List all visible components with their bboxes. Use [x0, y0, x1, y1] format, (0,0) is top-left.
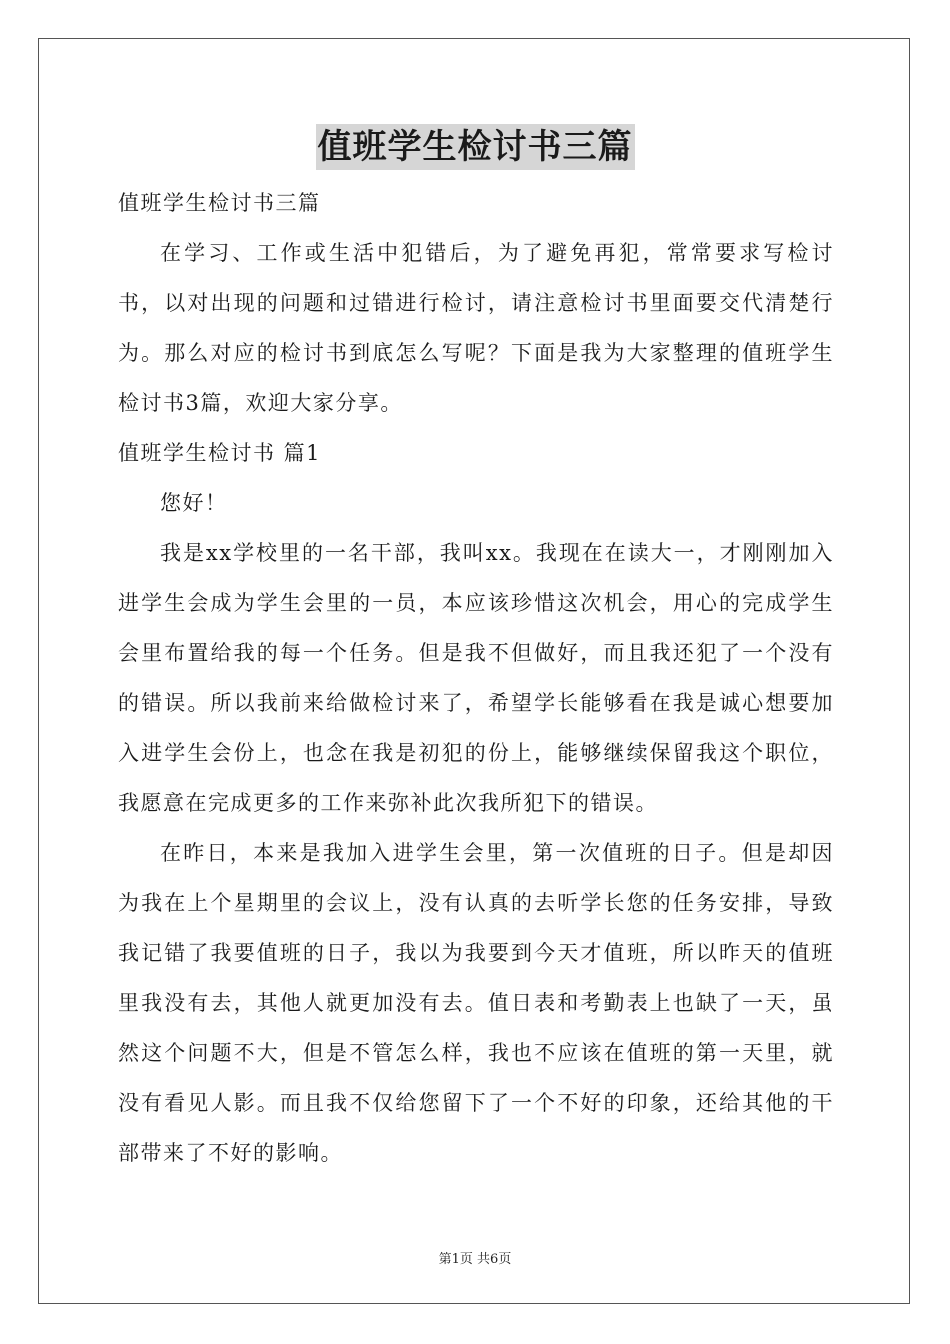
document-subtitle: 值班学生检讨书三篇 — [118, 191, 321, 215]
body-paragraph-2: 在昨日，本来是我加入进学生会里，第一次值班的日子。但是却因为我在上个星期里的会议上，没有认真的去听学长您的任务安排，导致我记错了我要值班的日子，我以为我要到今天才值班，所以昨天的值班里我没有去，其他人就更加没有去。值日表和考勤表上也缺了一天，虽然这个问题不大，但是不管怎么样，我也不应该在值班的第一天里，就没有看见人影。而且我不仅给您留下了一个不好的印象，还给其他的干部带来了不好的影响。 — [118, 841, 834, 1165]
document-title: 值班学生检讨书三篇 — [316, 124, 635, 170]
intro-paragraph: 在学习、工作或生活中犯错后，为了避免再犯，常常要求写检讨书，以对出现的问题和过错进行检讨，请注意检讨书里面要交代清楚行为。那么对应的检讨书到底怎么写呢？下面是我为大家整理的值班学生检讨书3篇，欢迎大家分享。 — [118, 241, 834, 415]
page-footer: 第1页 共6页 — [438, 1252, 512, 1267]
greeting: 您好！ — [160, 491, 228, 515]
body-paragraph-1: 我是xx学校里的一名干部，我叫xx。我现在在读大一，才刚刚加入进学生会成为学生会里的一员，本应该珍惜这次机会，用心的完成学生会里布置给我的每一个任务。但是我不但做好，而且我还犯了一个没有的错误。所以我前来给做检讨来了，希望学长能够看在我是诚心想要加入进学生会份上，也念在我是初犯的份上，能够继续保留我这个职位，我愿意在完成更多的工作来弥补此次我所犯下的错误。 — [118, 541, 834, 815]
section-heading: 值班学生检讨书 篇1 — [118, 441, 322, 465]
document-body — [118, 178, 834, 1178]
title-container — [0, 124, 950, 170]
